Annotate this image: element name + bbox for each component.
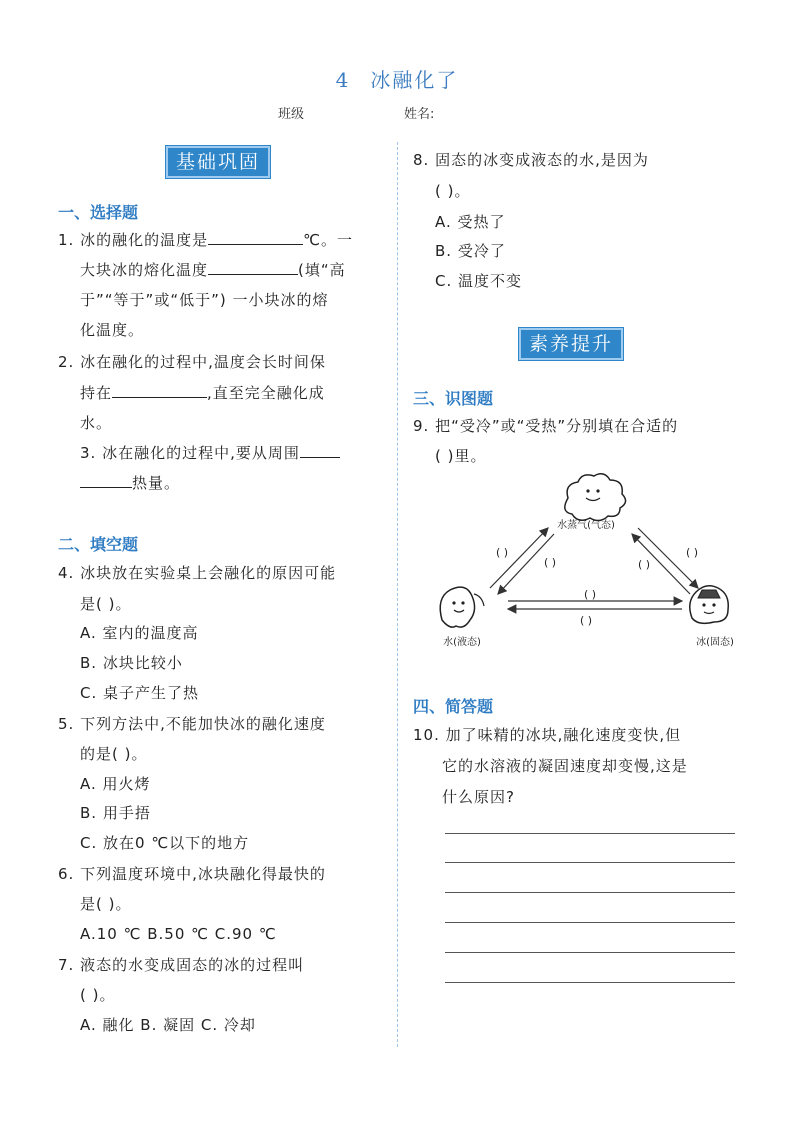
question-1-line-3: 于”“等于”或“低于”) 一小块冰的熔 (80, 291, 329, 309)
answer-line-5[interactable] (445, 952, 735, 953)
question-4-option-a[interactable]: A. 室内的温度高 (80, 624, 199, 642)
question-5-option-b[interactable]: B. 用手捂 (80, 804, 151, 822)
question-4-option-b[interactable]: B. 冰块比较小 (80, 654, 183, 672)
q2b-text: 持在 (80, 384, 113, 402)
answer-line-3[interactable] (445, 892, 735, 893)
vapor-label: 水蒸气(气态) (557, 520, 615, 531)
q3-blank-1[interactable] (300, 443, 340, 458)
question-8-line-1: 8. 固态的冰变成液态的水,是因为 (413, 151, 649, 169)
section-fill: 二、填空题 (58, 535, 139, 554)
question-4-line-2: 是( )。 (80, 595, 132, 613)
q1-blank-2[interactable] (208, 260, 298, 275)
banner-advanced: 素养提升 (519, 328, 623, 360)
section-diagram: 三、识图题 (413, 389, 494, 408)
question-7-line-1: 7. 液态的水变成固态的冰的过程叫 (58, 956, 305, 974)
blank-ice-to-water[interactable]: ( ) (579, 614, 593, 627)
question-9-line-2: ( )里。 (435, 447, 487, 465)
q1-blank-1[interactable] (208, 230, 303, 245)
answer-line-6[interactable] (445, 982, 735, 983)
q3-text: 3. 冰在融化的过程中,要从周围 (80, 444, 300, 462)
question-1-line-1 (58, 230, 353, 250)
q3b-text: 热量。 (132, 474, 181, 492)
question-4-option-c[interactable]: C. 桌子产生了热 (80, 684, 200, 702)
answer-line-2[interactable] (445, 862, 735, 863)
blank-ice-to-vapor[interactable]: ( ) (637, 558, 651, 571)
banner-basic: 基础巩固 (166, 146, 270, 178)
water-label: 水(液态) (443, 637, 481, 648)
question-8-option-a[interactable]: A. 受热了 (435, 213, 506, 231)
blank-water-to-ice[interactable]: ( ) (583, 588, 597, 601)
section-choice: 一、选择题 (58, 203, 139, 222)
question-10-line-1: 10. 加了味精的冰块,融化速度变快,但 (413, 726, 682, 744)
question-6-line-2: 是( )。 (80, 895, 132, 913)
question-3-line-2 (80, 473, 180, 493)
class-label: 班级 (278, 107, 305, 122)
q1b-text: 大块冰的熔化温度 (80, 261, 209, 279)
ice-label: 冰(固态) (696, 637, 734, 648)
question-6-options[interactable]: A.10 ℃ B.50 ℃ C.90 ℃ (80, 925, 277, 943)
page-title (0, 64, 794, 93)
question-5-option-a[interactable]: A. 用火烤 (80, 775, 151, 793)
question-8-option-b[interactable]: B. 受冷了 (435, 242, 506, 260)
q1-text: 1. 冰的融化的温度是 (58, 231, 209, 249)
question-3-line-1 (80, 443, 340, 463)
question-8-option-c[interactable]: C. 温度不变 (435, 272, 523, 290)
q1b-text-cont: (填“高 (298, 261, 346, 279)
name-label: 姓名: (404, 107, 435, 122)
vapor-cloud-icon (565, 474, 626, 521)
ice-cube-icon (690, 586, 729, 624)
question-5-option-c[interactable]: C. 放在0 ℃以下的地方 (80, 834, 250, 852)
q1-text-cont: ℃。一 (303, 231, 353, 249)
question-2-line-2 (80, 383, 325, 403)
question-7-options[interactable]: A. 融化 B. 凝固 C. 冷却 (80, 1016, 256, 1034)
blank-vapor-to-water[interactable]: ( ) (543, 556, 557, 569)
lesson-number: 4 (335, 68, 351, 92)
question-10-line-3: 什么原因? (442, 788, 515, 806)
question-2-line-3: 水。 (80, 414, 113, 432)
water-drop-icon (440, 587, 484, 627)
section-short-answer: 四、简答题 (413, 697, 494, 716)
question-5-line-2: 的是( )。 (80, 745, 148, 763)
answer-line-1[interactable] (445, 833, 735, 834)
state-change-diagram (420, 470, 750, 655)
question-1-line-2 (80, 260, 346, 280)
question-1-line-4: 化温度。 (80, 321, 145, 339)
question-5-line-1: 5. 下列方法中,不能加快冰的融化速度 (58, 715, 326, 733)
blank-vapor-to-ice[interactable]: ( ) (685, 546, 699, 559)
question-10-line-2: 它的水溶液的凝固速度却变慢,这是 (442, 757, 688, 775)
q3-blank-2[interactable] (80, 473, 132, 488)
question-6-line-1: 6. 下列温度环境中,冰块融化得最快的 (58, 865, 326, 883)
question-8-line-2: ( )。 (435, 182, 471, 200)
question-4-line-1: 4. 冰块放在实验桌上会融化的原因可能 (58, 564, 337, 582)
question-7-line-2: ( )。 (80, 986, 116, 1004)
answer-line-4[interactable] (445, 922, 735, 923)
q2b-text-cont: ,直至完全融化成 (207, 384, 325, 402)
column-divider (397, 142, 398, 1047)
question-2-line-1: 2. 冰在融化的过程中,温度会长时间保 (58, 353, 326, 371)
blank-water-to-vapor[interactable]: ( ) (495, 546, 509, 559)
question-9-line-1: 9. 把“受冷”或“受热”分别填在合适的 (413, 417, 679, 435)
lesson-title: 冰融化了 (370, 68, 459, 92)
q2-blank[interactable] (112, 383, 207, 398)
